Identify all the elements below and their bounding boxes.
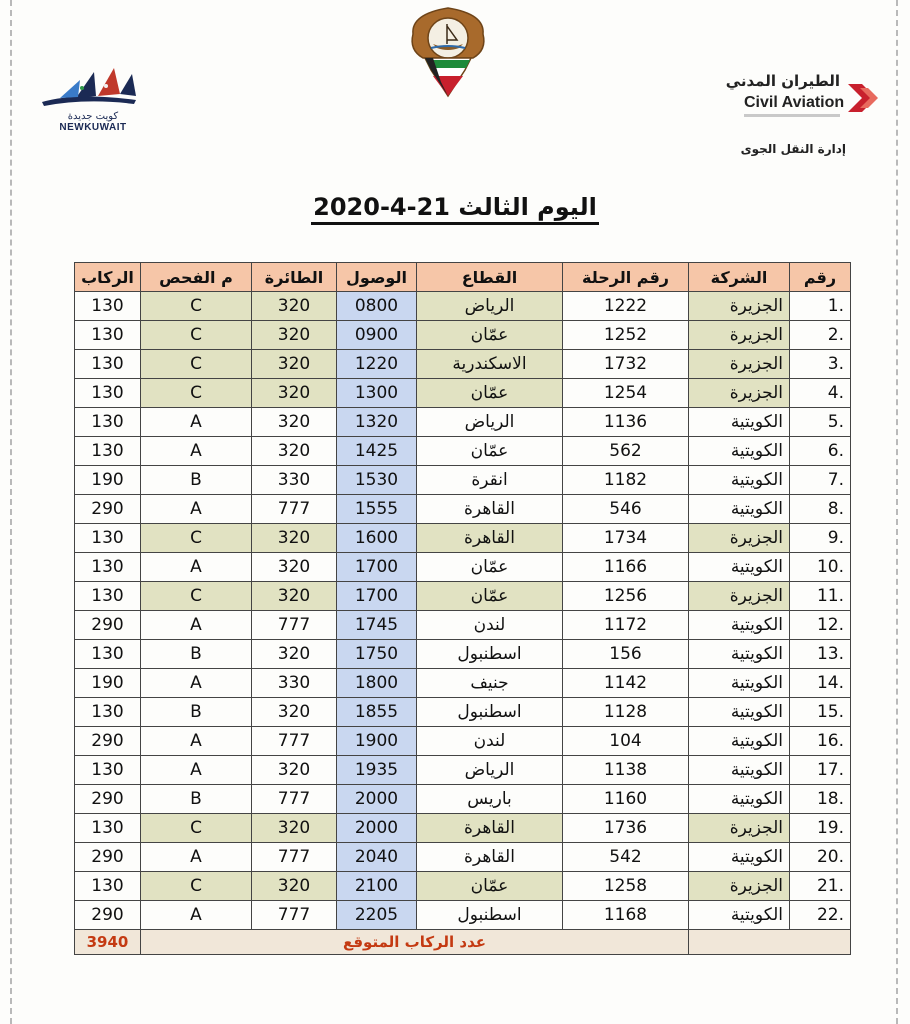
arrival-time-cell: 1425 — [337, 437, 417, 466]
company-cell: الجزيرة — [689, 582, 790, 611]
check-cell: C — [141, 524, 252, 553]
passengers-cell: 290 — [75, 727, 141, 756]
row-number: .7 — [790, 466, 851, 495]
table-row — [75, 321, 851, 350]
company-cell: الكويتية — [689, 611, 790, 640]
check-cell: C — [141, 292, 252, 321]
arrival-time-cell: 1220 — [337, 350, 417, 379]
table-row — [75, 872, 851, 901]
company-cell: الكويتية — [689, 408, 790, 437]
sector-cell: عمّان — [417, 321, 563, 350]
flight-number-cell: 1734 — [563, 524, 689, 553]
flight-number-cell: 1136 — [563, 408, 689, 437]
sector-cell: الرياض — [417, 408, 563, 437]
aircraft-cell: 320 — [252, 408, 337, 437]
company-cell: الكويتية — [689, 495, 790, 524]
header-sector: القطاع — [417, 263, 563, 292]
check-cell: A — [141, 901, 252, 930]
kuwait-emblem — [403, 4, 493, 100]
aircraft-cell: 320 — [252, 350, 337, 379]
company-cell: الكويتية — [689, 698, 790, 727]
aircraft-cell: 330 — [252, 669, 337, 698]
arrival-time-cell: 2100 — [337, 872, 417, 901]
sector-cell: اسطنبول — [417, 901, 563, 930]
arrival-time-cell: 2000 — [337, 785, 417, 814]
sector-cell: القاهرة — [417, 843, 563, 872]
arrival-time-cell: 1800 — [337, 669, 417, 698]
arrival-time-cell: 1935 — [337, 756, 417, 785]
flight-number-cell: 104 — [563, 727, 689, 756]
header-flight: رقم الرحلة — [563, 263, 689, 292]
check-cell: A — [141, 843, 252, 872]
company-cell: الجزيرة — [689, 321, 790, 350]
sector-cell: لندن — [417, 727, 563, 756]
aircraft-cell: 320 — [252, 553, 337, 582]
passengers-cell: 130 — [75, 524, 141, 553]
sector-cell: اسطنبول — [417, 698, 563, 727]
sector-cell: جنيف — [417, 669, 563, 698]
passengers-cell: 290 — [75, 495, 141, 524]
row-number: .9 — [790, 524, 851, 553]
row-number: .3 — [790, 350, 851, 379]
aircraft-cell: 777 — [252, 785, 337, 814]
row-number: .2 — [790, 321, 851, 350]
aircraft-cell: 320 — [252, 437, 337, 466]
flight-number-cell: 156 — [563, 640, 689, 669]
aircraft-cell: 320 — [252, 524, 337, 553]
passengers-cell: 130 — [75, 756, 141, 785]
civil-aviation-chevron-icon — [844, 78, 884, 118]
table-row — [75, 350, 851, 379]
aircraft-cell: 777 — [252, 901, 337, 930]
newkuwait-latin: NEWKUWAIT — [59, 122, 127, 133]
aircraft-cell: 320 — [252, 582, 337, 611]
header-check: م الفحص — [141, 263, 252, 292]
arrival-time-cell: 1745 — [337, 611, 417, 640]
flight-number-cell: 1138 — [563, 756, 689, 785]
passengers-cell: 190 — [75, 466, 141, 495]
arrival-time-cell: 0800 — [337, 292, 417, 321]
sector-cell: الرياض — [417, 756, 563, 785]
sector-cell: عمّان — [417, 379, 563, 408]
passengers-cell: 130 — [75, 582, 141, 611]
sector-cell: عمّان — [417, 437, 563, 466]
table-row — [75, 292, 851, 321]
arrival-time-cell: 0900 — [337, 321, 417, 350]
company-cell: الجزيرة — [689, 524, 790, 553]
row-number: .10 — [790, 553, 851, 582]
company-cell: الجزيرة — [689, 350, 790, 379]
company-cell: الجزيرة — [689, 292, 790, 321]
row-number: .22 — [790, 901, 851, 930]
table-row — [75, 901, 851, 930]
arrival-time-cell: 1600 — [337, 524, 417, 553]
passengers-cell: 130 — [75, 379, 141, 408]
check-cell: A — [141, 437, 252, 466]
company-cell: الجزيرة — [689, 379, 790, 408]
check-cell: B — [141, 640, 252, 669]
aircraft-cell: 777 — [252, 495, 337, 524]
row-number: .17 — [790, 756, 851, 785]
company-cell: الكويتية — [689, 756, 790, 785]
arrival-time-cell: 1700 — [337, 553, 417, 582]
aircraft-cell: 320 — [252, 640, 337, 669]
aircraft-cell: 330 — [252, 466, 337, 495]
arrival-time-cell: 1750 — [337, 640, 417, 669]
total-passengers: 3940 — [75, 930, 141, 955]
row-number: .20 — [790, 843, 851, 872]
passengers-cell: 130 — [75, 872, 141, 901]
table-row — [75, 437, 851, 466]
aircraft-cell: 320 — [252, 756, 337, 785]
passengers-cell: 130 — [75, 698, 141, 727]
flight-number-cell: 1168 — [563, 901, 689, 930]
check-cell: A — [141, 553, 252, 582]
passengers-cell: 290 — [75, 611, 141, 640]
row-number: .1 — [790, 292, 851, 321]
check-cell: C — [141, 350, 252, 379]
table-row — [75, 698, 851, 727]
sector-cell: انقرة — [417, 466, 563, 495]
flight-number-cell: 1166 — [563, 553, 689, 582]
arrival-time-cell: 1700 — [337, 582, 417, 611]
sector-cell: عمّان — [417, 553, 563, 582]
company-cell: الكويتية — [689, 553, 790, 582]
sector-cell: اسطنبول — [417, 640, 563, 669]
arrival-time-cell: 2000 — [337, 814, 417, 843]
table-row — [75, 669, 851, 698]
total-empty-cell — [689, 930, 851, 955]
sector-cell: الرياض — [417, 292, 563, 321]
check-cell: A — [141, 756, 252, 785]
check-cell: C — [141, 582, 252, 611]
sector-cell: القاهرة — [417, 495, 563, 524]
table-row — [75, 785, 851, 814]
table-row — [75, 524, 851, 553]
sector-cell: الاسكندرية — [417, 350, 563, 379]
row-number: .8 — [790, 495, 851, 524]
sector-cell: القاهرة — [417, 524, 563, 553]
company-cell: الكويتية — [689, 727, 790, 756]
table-row — [75, 756, 851, 785]
row-number: .16 — [790, 727, 851, 756]
flight-number-cell: 1732 — [563, 350, 689, 379]
check-cell: A — [141, 495, 252, 524]
passengers-cell: 130 — [75, 292, 141, 321]
sector-cell: القاهرة — [417, 814, 563, 843]
aircraft-cell: 777 — [252, 843, 337, 872]
table-row — [75, 814, 851, 843]
check-cell: A — [141, 611, 252, 640]
check-cell: A — [141, 727, 252, 756]
aircraft-cell: 320 — [252, 698, 337, 727]
check-cell: C — [141, 814, 252, 843]
arrival-time-cell: 1300 — [337, 379, 417, 408]
row-number: .15 — [790, 698, 851, 727]
passengers-cell: 130 — [75, 437, 141, 466]
row-number: .11 — [790, 582, 851, 611]
kuwait-emblem-icon — [403, 4, 493, 100]
passengers-cell: 290 — [75, 785, 141, 814]
check-cell: A — [141, 669, 252, 698]
company-cell: الكويتية — [689, 437, 790, 466]
civil-aviation-latin: Civil Aviation — [744, 94, 845, 111]
aircraft-cell: 777 — [252, 727, 337, 756]
arrival-time-cell: 1530 — [337, 466, 417, 495]
civil-aviation-logo — [725, 70, 890, 160]
flight-number-cell: 1254 — [563, 379, 689, 408]
flight-schedule-table — [74, 262, 851, 955]
total-label: عدد الركاب المتوقع — [141, 930, 689, 955]
passengers-cell: 130 — [75, 408, 141, 437]
check-cell: C — [141, 379, 252, 408]
flight-number-cell: 1222 — [563, 292, 689, 321]
arrival-time-cell: 1320 — [337, 408, 417, 437]
sector-cell: عمّان — [417, 872, 563, 901]
company-cell: الكويتية — [689, 640, 790, 669]
header-company: الشركة — [689, 263, 790, 292]
passengers-cell: 190 — [75, 669, 141, 698]
table-row — [75, 466, 851, 495]
header-aircraft: الطائرة — [252, 263, 337, 292]
company-cell: الجزيرة — [689, 814, 790, 843]
passengers-cell: 130 — [75, 321, 141, 350]
check-cell: B — [141, 698, 252, 727]
table-row — [75, 843, 851, 872]
header-arrival: الوصول — [337, 263, 417, 292]
company-cell: الكويتية — [689, 843, 790, 872]
aircraft-cell: 320 — [252, 321, 337, 350]
aircraft-cell: 320 — [252, 292, 337, 321]
row-number: .13 — [790, 640, 851, 669]
company-cell: الكويتية — [689, 901, 790, 930]
passengers-cell: 130 — [75, 553, 141, 582]
row-number: .14 — [790, 669, 851, 698]
company-cell: الجزيرة — [689, 872, 790, 901]
arrival-time-cell: 1900 — [337, 727, 417, 756]
arrival-time-cell: 1855 — [337, 698, 417, 727]
company-cell: الكويتية — [689, 669, 790, 698]
row-number: .18 — [790, 785, 851, 814]
flight-number-cell: 1182 — [563, 466, 689, 495]
passengers-cell: 130 — [75, 350, 141, 379]
row-number: .12 — [790, 611, 851, 640]
check-cell: A — [141, 408, 252, 437]
table-row — [75, 379, 851, 408]
total-row — [75, 930, 851, 955]
table-row — [75, 553, 851, 582]
civil-aviation-subline — [744, 114, 840, 117]
flight-number-cell: 562 — [563, 437, 689, 466]
aircraft-cell: 777 — [252, 611, 337, 640]
company-cell: الكويتية — [689, 466, 790, 495]
department-name: إدارة النقل الجوى — [740, 142, 846, 156]
passengers-cell: 290 — [75, 901, 141, 930]
row-number: .4 — [790, 379, 851, 408]
company-cell: الكويتية — [689, 785, 790, 814]
arrival-time-cell: 1555 — [337, 495, 417, 524]
table-row — [75, 582, 851, 611]
flight-number-cell: 546 — [563, 495, 689, 524]
newkuwait-logo — [36, 64, 148, 134]
page-title — [0, 193, 910, 221]
check-cell: C — [141, 872, 252, 901]
passengers-cell: 130 — [75, 640, 141, 669]
header-passengers: الركاب — [75, 263, 141, 292]
table-row — [75, 611, 851, 640]
passengers-cell: 130 — [75, 814, 141, 843]
sector-cell: لندن — [417, 611, 563, 640]
newkuwait-arabic: كويت جديدة — [67, 111, 119, 122]
table-row — [75, 408, 851, 437]
table-row — [75, 727, 851, 756]
table-row — [75, 640, 851, 669]
check-cell: B — [141, 785, 252, 814]
page-title-text: اليوم الثالث 21-4-2020 — [311, 193, 599, 225]
arrival-time-cell: 2040 — [337, 843, 417, 872]
row-number: .5 — [790, 408, 851, 437]
sector-cell: عمّان — [417, 582, 563, 611]
row-number: .6 — [790, 437, 851, 466]
arrival-time-cell: 2205 — [337, 901, 417, 930]
aircraft-cell: 320 — [252, 872, 337, 901]
passengers-cell: 290 — [75, 843, 141, 872]
flight-number-cell: 1160 — [563, 785, 689, 814]
flight-number-cell: 542 — [563, 843, 689, 872]
aircraft-cell: 320 — [252, 814, 337, 843]
check-cell: B — [141, 466, 252, 495]
flight-number-cell: 1128 — [563, 698, 689, 727]
row-number: .21 — [790, 872, 851, 901]
aircraft-cell: 320 — [252, 379, 337, 408]
flight-number-cell: 1256 — [563, 582, 689, 611]
check-cell: C — [141, 321, 252, 350]
flight-number-cell: 1252 — [563, 321, 689, 350]
newkuwait-sails-icon — [36, 64, 148, 112]
sector-cell: باريس — [417, 785, 563, 814]
row-number: .19 — [790, 814, 851, 843]
flight-number-cell: 1172 — [563, 611, 689, 640]
flight-number-cell: 1258 — [563, 872, 689, 901]
table-header-row — [75, 263, 851, 292]
flight-number-cell: 1142 — [563, 669, 689, 698]
flight-number-cell: 1736 — [563, 814, 689, 843]
civil-aviation-arabic: الطيران المدني — [725, 72, 840, 90]
header-num: رقم — [790, 263, 851, 292]
table-row — [75, 495, 851, 524]
